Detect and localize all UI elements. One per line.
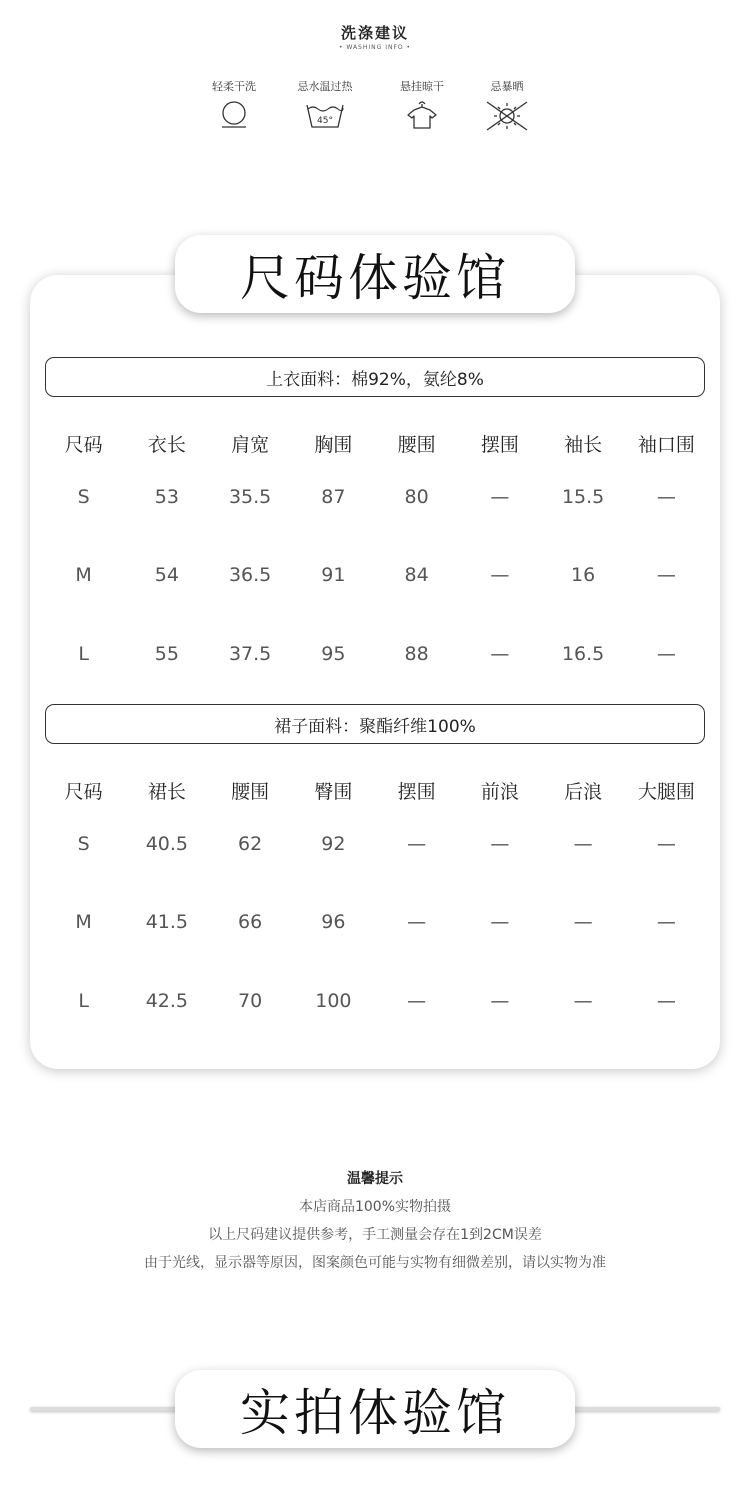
column-header: 尺码: [64, 434, 103, 456]
table-cell: 42.5: [145, 990, 189, 1012]
table-cell: —: [656, 564, 676, 586]
table-cell: —: [656, 911, 676, 933]
table-cell: 84: [404, 564, 429, 586]
table-row: [42, 643, 708, 665]
table-cell: 55: [154, 643, 179, 665]
table-row: [42, 990, 708, 1012]
table-cell: 96: [321, 911, 346, 933]
column-header: 后浪: [564, 781, 603, 803]
table-cell: —: [656, 833, 676, 855]
column-header: 臀围: [314, 781, 353, 803]
tip-line: 由于光线，显示器等原因，图案颜色可能与实物有细微差别，请以实物为准: [144, 1255, 606, 1271]
size-section-title: 尺码体验馆: [175, 235, 575, 313]
column-header: 肩宽: [231, 434, 270, 456]
table-cell: —: [490, 564, 510, 586]
column-header: 腰围: [231, 781, 270, 803]
care-label: 忌水温过热: [297, 80, 353, 93]
care-item-no-sun: [462, 78, 552, 132]
wash-temp-text: 45°: [317, 116, 333, 126]
table-cell: M: [75, 564, 92, 586]
column-header: 摆围: [480, 434, 519, 456]
table-cell: 87: [321, 486, 346, 508]
table-row: [42, 833, 708, 855]
table-cell: S: [77, 833, 90, 855]
table-row: [42, 911, 708, 933]
table-cell: —: [407, 990, 427, 1012]
table-cell: 70: [238, 990, 263, 1012]
column-header: 摆围: [397, 781, 436, 803]
wash-45-icon: [304, 100, 346, 130]
care-item-hang-dry: [377, 78, 467, 130]
table-cell: 88: [404, 643, 429, 665]
care-label: 忌暴晒: [490, 80, 524, 93]
column-header: 袖长: [564, 434, 603, 456]
column-header: 大腿围: [637, 781, 695, 803]
table-cell: 35.5: [228, 486, 272, 508]
hang-dry-icon: [406, 100, 438, 130]
table-cell: 16: [571, 564, 596, 586]
table-cell: —: [490, 990, 510, 1012]
table-cell: —: [490, 643, 510, 665]
table-cell: 92: [321, 833, 346, 855]
table-cell: —: [656, 990, 676, 1012]
table-cell: 95: [321, 643, 346, 665]
table-cell: 15.5: [561, 486, 605, 508]
table-cell: 91: [321, 564, 346, 586]
table-cell: —: [656, 643, 676, 665]
table-cell: 62: [238, 833, 263, 855]
column-header: 尺码: [64, 781, 103, 803]
table-cell: 41.5: [145, 911, 189, 933]
column-header: 衣长: [147, 434, 186, 456]
table-cell: L: [78, 643, 89, 665]
gentle-dry-clean-icon: [219, 100, 249, 130]
table-cell: —: [490, 911, 510, 933]
table-cell: —: [573, 990, 593, 1012]
divider-left: [30, 1407, 180, 1411]
column-header: 腰围: [397, 434, 436, 456]
washing-title: 洗涤建议: [340, 24, 409, 42]
divider-right: [570, 1407, 720, 1411]
table-cell: —: [656, 486, 676, 508]
table-cell: 80: [404, 486, 429, 508]
washing-subtitle: • WASHING INFO •: [338, 44, 412, 51]
table-cell: —: [573, 911, 593, 933]
no-sun-icon: [484, 100, 530, 132]
table-header-row: [42, 430, 708, 457]
table-cell: —: [407, 833, 427, 855]
table-cell: 100: [315, 990, 352, 1012]
tips-title: 温馨提示: [347, 1171, 403, 1187]
table-cell: —: [407, 911, 427, 933]
column-header: 袖口围: [637, 434, 695, 456]
column-header: 裙长: [147, 781, 186, 803]
table-cell: S: [77, 486, 90, 508]
column-header: 胸围: [314, 434, 353, 456]
table-cell: —: [490, 486, 510, 508]
table-cell: 36.5: [228, 564, 272, 586]
column-header: 前浪: [480, 781, 519, 803]
tip-line: 以上尺码建议提供参考，手工测量会存在1到2CM误差: [208, 1227, 542, 1243]
table-cell: 53: [154, 486, 179, 508]
table-cell: 54: [154, 564, 179, 586]
top-fabric-label: 上衣面料：棉92%，氨纶8%: [45, 357, 705, 397]
table-row: [42, 564, 708, 586]
table-header-row: [42, 777, 708, 804]
table-cell: 66: [238, 911, 263, 933]
care-label: 悬挂晾干: [400, 80, 444, 93]
table-cell: 16.5: [561, 643, 605, 665]
table-cell: 40.5: [145, 833, 189, 855]
skirt-fabric-label: 裙子面料：聚酯纤维100%: [45, 704, 705, 744]
table-row: [42, 486, 708, 508]
care-label: 轻柔干洗: [212, 80, 256, 93]
table-cell: —: [573, 833, 593, 855]
tip-line: 本店商品100%实物拍摄: [298, 1199, 452, 1215]
table-cell: —: [490, 833, 510, 855]
table-cell: M: [75, 911, 92, 933]
care-item-water-temp: [280, 78, 370, 130]
care-item-dry-clean: [189, 78, 279, 130]
photo-section-title: 实拍体验馆: [175, 1370, 575, 1448]
table-cell: L: [78, 990, 89, 1012]
table-cell: 37.5: [228, 643, 272, 665]
